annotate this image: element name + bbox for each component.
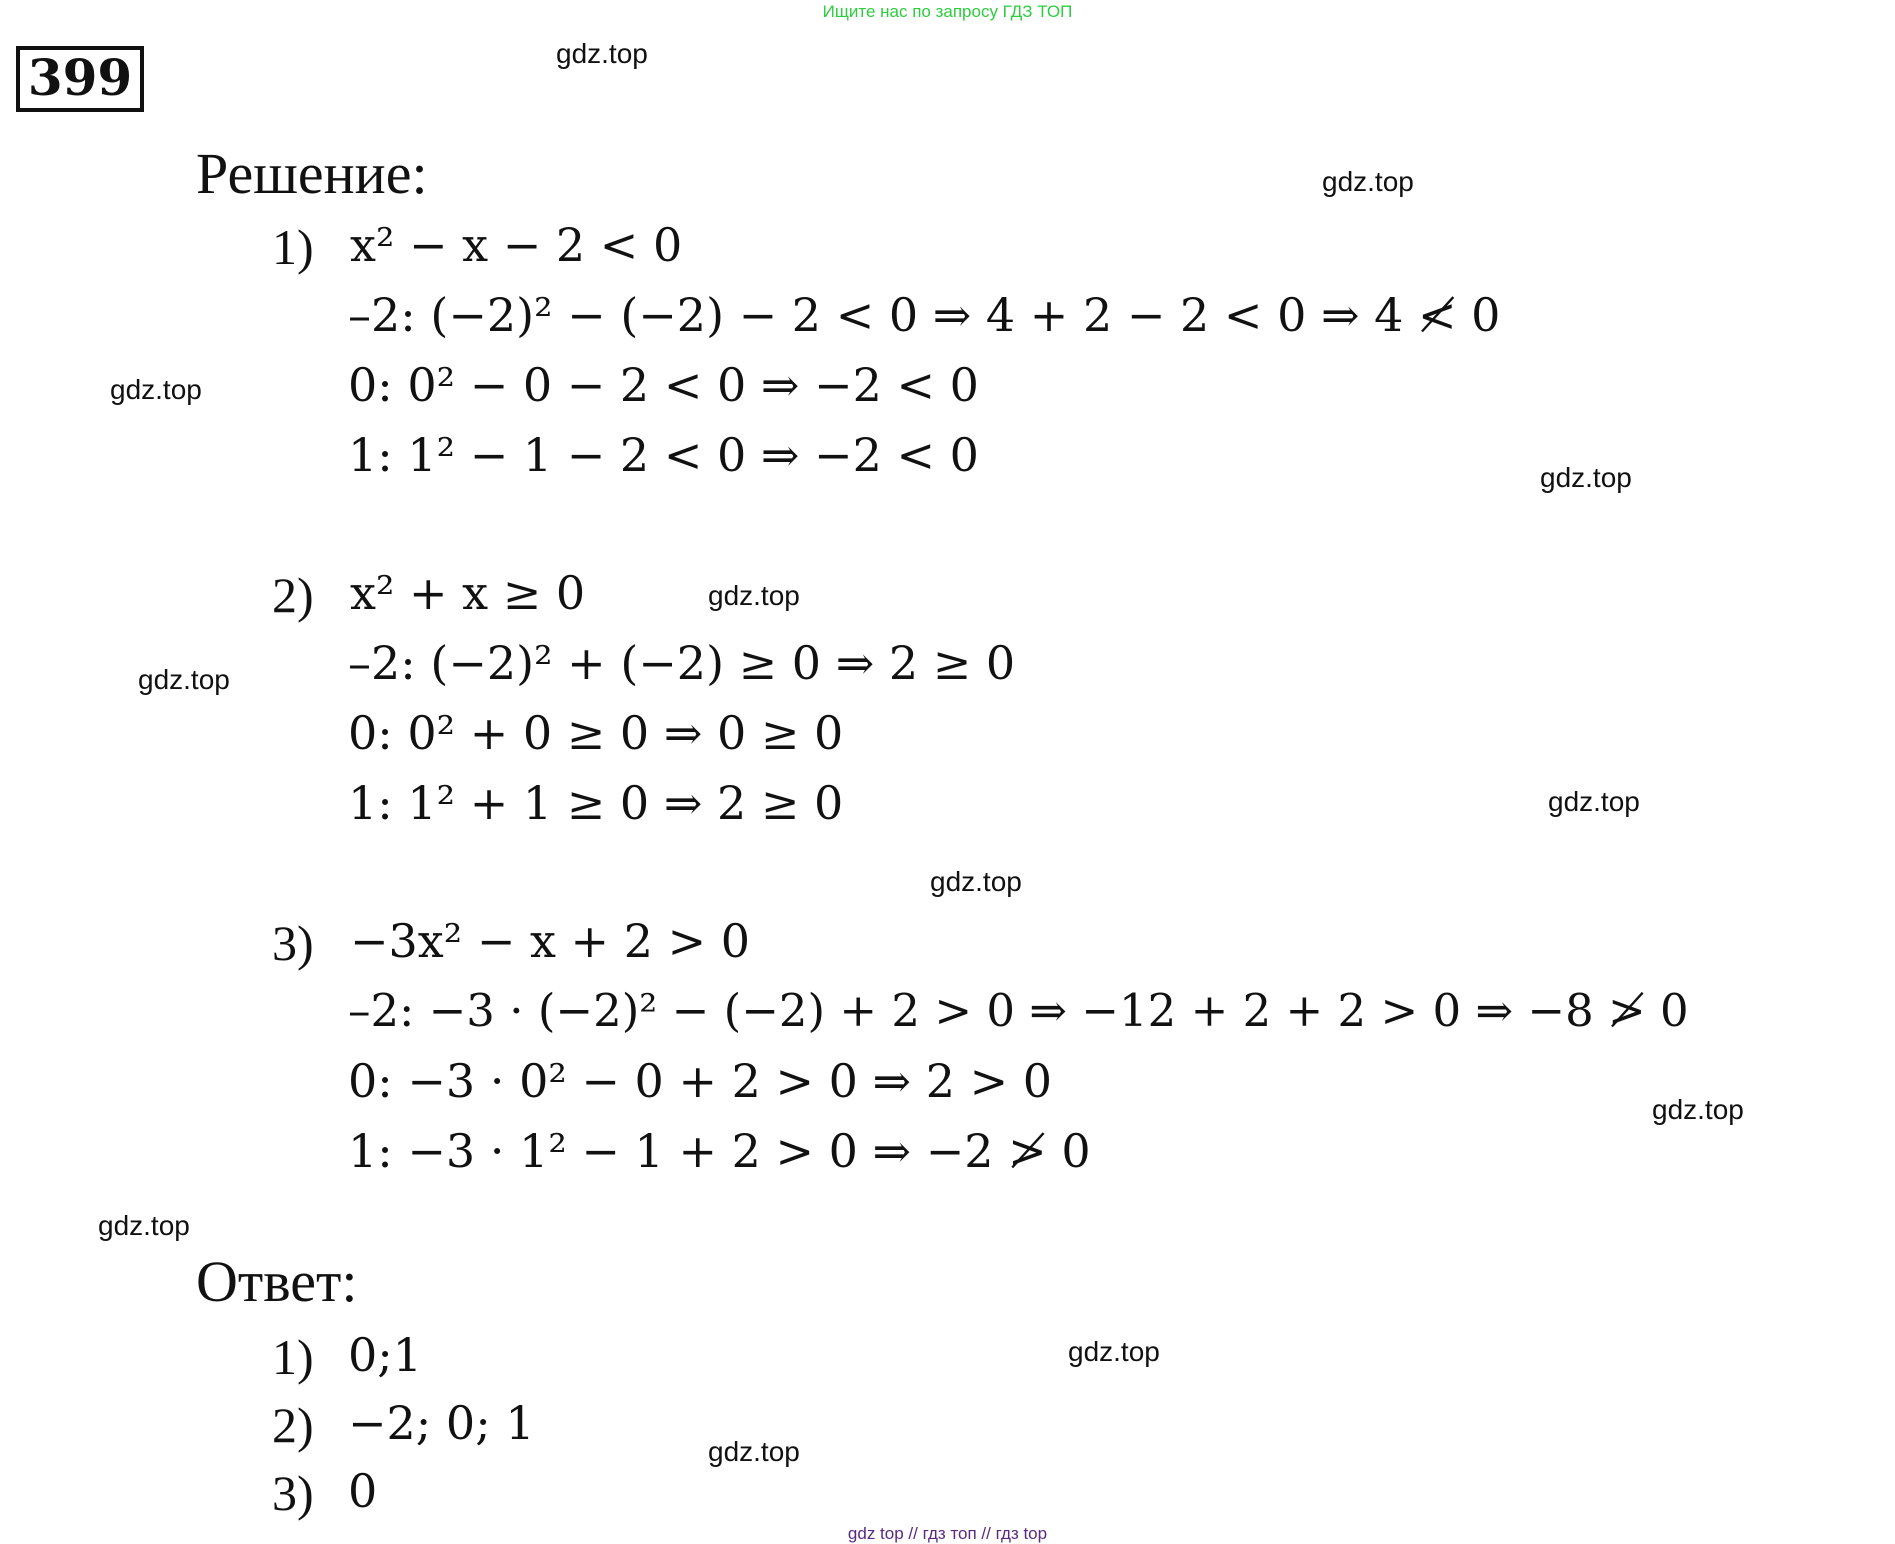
section-3-line-1: –2: −3 · (−2)² − (−2) + 2 > 0 ⇒ −12 + 2 + 2 > 0 ⇒ −8 ≯ 0 [348, 984, 1689, 1037]
watermark: gdz.top [1540, 462, 1632, 493]
watermark: gdz.top [556, 38, 648, 69]
watermark: gdz.top [708, 1436, 800, 1467]
section-1-line-2: 0: 0² − 0 − 2 < 0 ⇒ −2 < 0 [348, 358, 979, 412]
problem-number: 399 [16, 46, 144, 112]
answer-heading: Ответ: [196, 1249, 358, 1314]
section-1-line-3: 1: 1² − 1 − 2 < 0 ⇒ −2 < 0 [348, 428, 979, 482]
section-3-line-2: 0: −3 · 0² − 0 + 2 > 0 ⇒ 2 > 0 [348, 1054, 1053, 1108]
answer-2-value: −2; 0; 1 [348, 1396, 535, 1450]
section-2-line-3: 1: 1² + 1 ≥ 0 ⇒ 2 ≥ 0 [348, 776, 844, 830]
section-3-label: 3) [272, 915, 314, 971]
watermark: gdz.top [110, 374, 202, 405]
answer-1-label: 1) [272, 1329, 314, 1385]
watermark: gdz.top [1322, 166, 1414, 197]
section-2-line-2: 0: 0² + 0 ≥ 0 ⇒ 0 ≥ 0 [348, 706, 844, 760]
answer-3-label: 3) [272, 1465, 314, 1521]
section-1-label: 1) [272, 219, 314, 275]
watermark: gdz.top [930, 866, 1022, 897]
watermark: gdz.top [138, 664, 230, 695]
watermark: gdz.top [708, 580, 800, 611]
watermark: gdz.top [98, 1210, 190, 1241]
answer-2-label: 2) [272, 1397, 314, 1453]
watermark: gdz.top [1548, 786, 1640, 817]
top-banner: Ищите нас по запросу ГДЗ ТОП [822, 2, 1073, 21]
section-1-line-1: –2: (−2)² − (−2) − 2 < 0 ⇒ 4 + 2 − 2 < 0 ⇒ 4 ≮ 0 [348, 288, 1501, 342]
footer-links: gdz top // гдз топ // гдз top [847, 1524, 1048, 1543]
section-2-expression: x² + x ≥ 0 [350, 566, 586, 620]
answer-3-value: 0 [348, 1464, 378, 1518]
section-2-line-1: –2: (−2)² + (−2) ≥ 0 ⇒ 2 ≥ 0 [348, 636, 1016, 690]
section-1-expression: x² − x − 2 < 0 [350, 218, 683, 272]
watermark: gdz.top [1068, 1336, 1160, 1367]
section-2-label: 2) [272, 567, 314, 623]
section-3-line-3: 1: −3 · 1² − 1 + 2 > 0 ⇒ −2 ≯ 0 [348, 1124, 1091, 1178]
solution-heading: Решение: [196, 141, 428, 206]
answer-1-value: 0;1 [348, 1328, 423, 1382]
watermark: gdz.top [1652, 1094, 1744, 1125]
section-3-expression: −3x² − x + 2 > 0 [350, 914, 751, 968]
